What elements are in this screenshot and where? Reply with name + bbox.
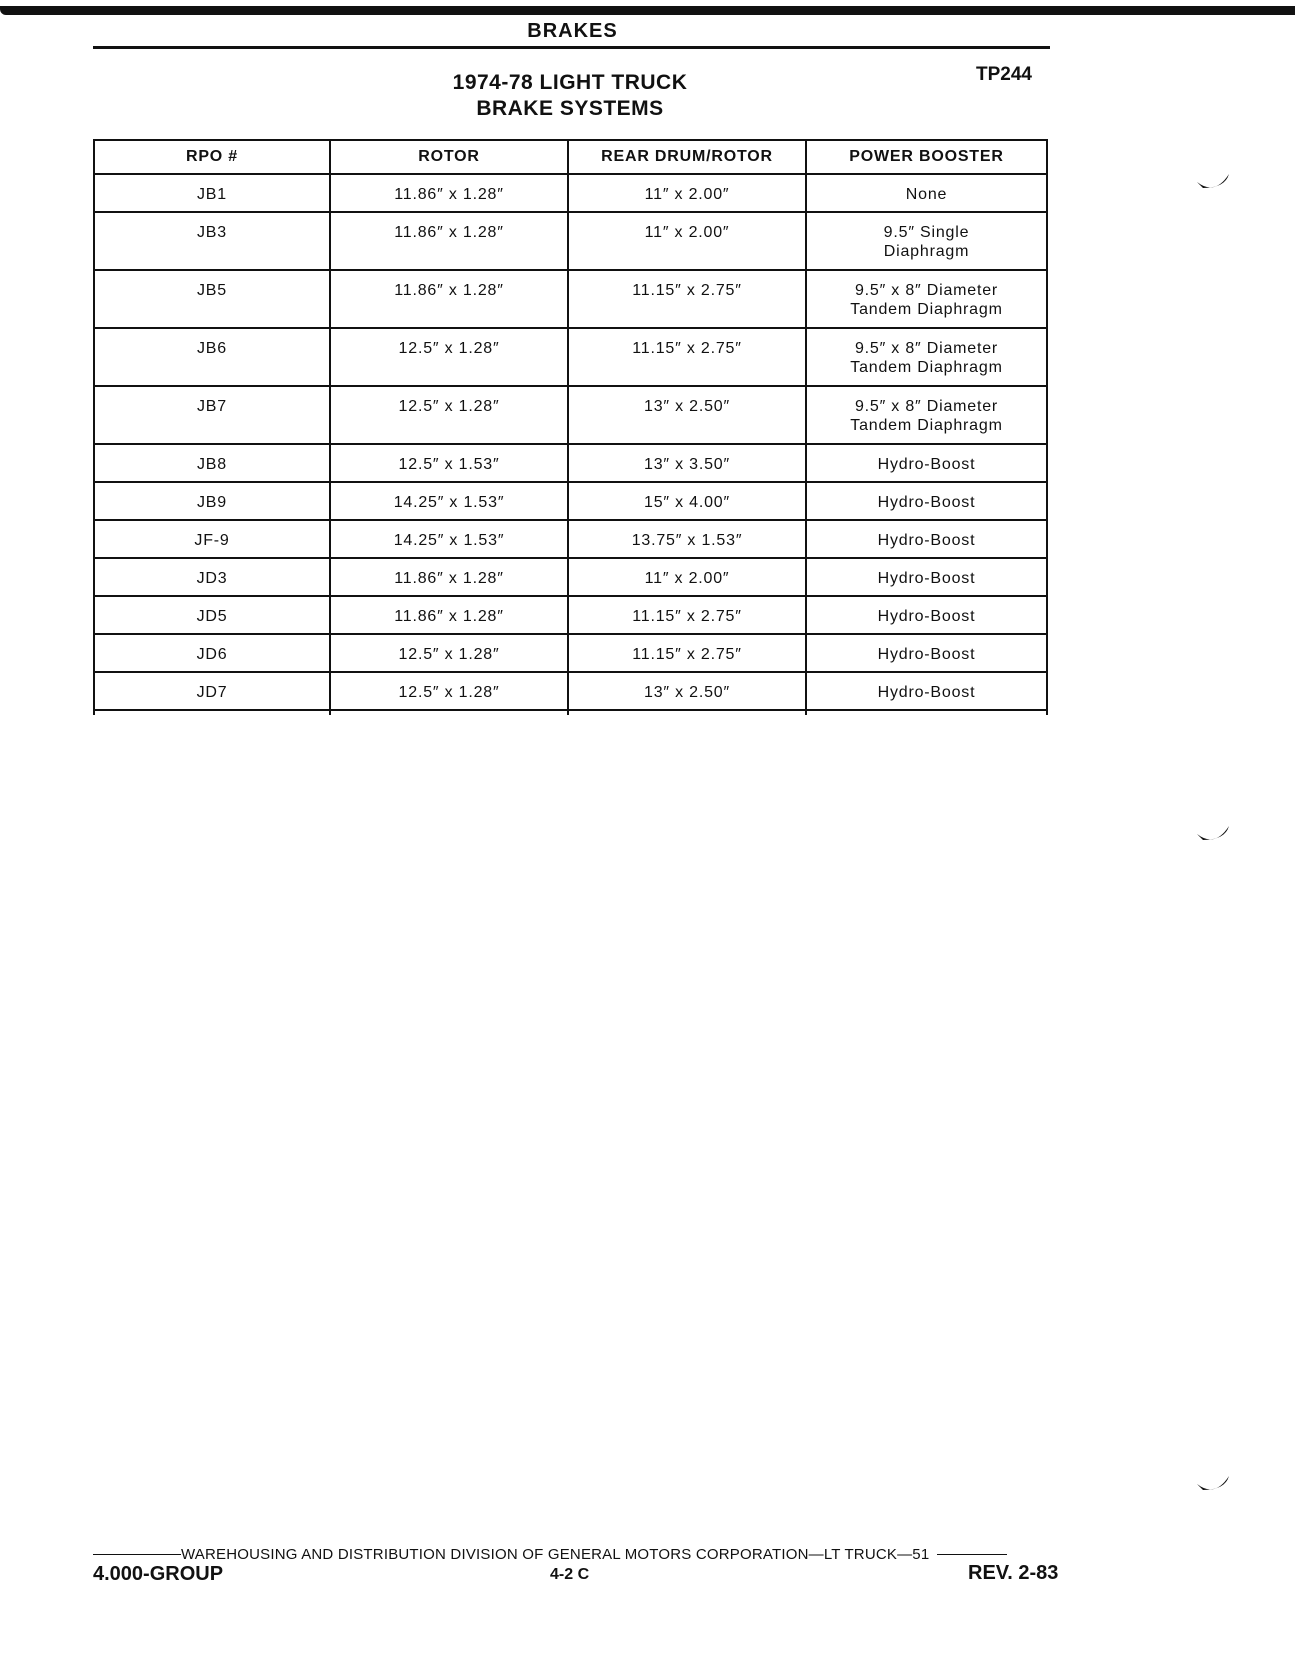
cell-rotor: 12.5″ x 1.28″ [330,634,568,672]
cell-rpo: JD3 [94,558,330,596]
page-heading-line1: 1974-78 LIGHT TRUCK [452,71,688,94]
footer-publisher-text: WAREHOUSING AND DISTRIBUTION DIVISION OF GENERAL MOTORS CORPORATION—LT TRUCK—51 [181,1546,930,1563]
cell-rear-drum-rotor: 11.15″ x 2.75″ [568,596,806,634]
cell-power-booster-line: Diaphragm [883,243,970,260]
table-row [94,270,1047,328]
rule-stub [94,710,330,715]
binder-hole-mark-bottom [1195,1462,1235,1502]
cell-rotor: 12.5″ x 1.28″ [330,328,568,386]
table-row [94,634,1047,672]
page-heading [420,70,720,122]
cell-rotor: 12.5″ x 1.28″ [330,672,568,710]
cell-power-booster-line: 9.5″ Single [883,224,970,241]
table-row [94,444,1047,482]
footer-rule-right [937,1554,1007,1555]
footer-page-number: 4-2 C [550,1566,590,1583]
top-edge-band [0,6,1295,15]
rule-stub [330,710,568,715]
cell-rpo: JD5 [94,596,330,634]
cell-rear-drum-rotor: 15″ x 4.00″ [568,482,806,520]
column-header-rotor: ROTOR [330,140,568,174]
cell-power-booster [806,328,1047,386]
cell-rear-drum-rotor: 13″ x 2.50″ [568,672,806,710]
cell-rpo: JD6 [94,634,330,672]
cell-rotor: 11.86″ x 1.28″ [330,596,568,634]
footer-rule-left [93,1554,181,1555]
cell-rpo: JB3 [94,212,330,270]
table-row [94,672,1047,710]
cell-rear-drum-rotor: 11.15″ x 2.75″ [568,634,806,672]
cell-power-booster [806,212,1047,270]
cell-power-booster-line: Hydro-Boost [877,646,976,663]
cell-rear-drum-rotor: 11″ x 2.00″ [568,174,806,212]
cell-rear-drum-rotor: 13.75″ x 1.53″ [568,520,806,558]
cell-rotor: 14.25″ x 1.53″ [330,482,568,520]
table-row [94,174,1047,212]
section-rule [93,46,1050,49]
footer-publisher-line [93,1546,1065,1563]
table-tail-rule-stubs [94,710,1047,715]
cell-power-booster-line: Hydro-Boost [877,608,976,625]
cell-rpo: JB6 [94,328,330,386]
cell-rear-drum-rotor: 13″ x 2.50″ [568,386,806,444]
cell-rotor: 12.5″ x 1.28″ [330,386,568,444]
cell-rotor: 12.5″ x 1.53″ [330,444,568,482]
table-row [94,520,1047,558]
column-header-rpo: RPO # [94,140,330,174]
cell-power-booster [806,444,1047,482]
section-title: BRAKES [527,20,618,42]
cell-power-booster [806,520,1047,558]
cell-rear-drum-rotor: 11.15″ x 2.75″ [568,270,806,328]
rule-stub [806,710,1047,715]
cell-rotor: 11.86″ x 1.28″ [330,270,568,328]
table-row [94,328,1047,386]
cell-power-booster [806,174,1047,212]
cell-rotor: 11.86″ x 1.28″ [330,212,568,270]
table-row [94,482,1047,520]
footer-group: 4.000-GROUP [93,1563,224,1585]
table-row [94,558,1047,596]
cell-power-booster-line: 9.5″ x 8″ Diameter [854,398,999,415]
cell-rpo: JF-9 [94,520,330,558]
table-header-row [94,140,1047,174]
cell-power-booster-line: Tandem Diaphragm [850,417,1003,434]
cell-power-booster-line: Hydro-Boost [877,570,976,587]
cell-power-booster [806,558,1047,596]
cell-power-booster-line: Tandem Diaphragm [850,301,1003,318]
cell-rotor: 14.25″ x 1.53″ [330,520,568,558]
binder-hole-mark-middle [1195,812,1235,852]
column-header-rear-drum-rotor: REAR DRUM/ROTOR [568,140,806,174]
binder-hole-mark-top [1195,160,1235,200]
table-row [94,386,1047,444]
cell-power-booster [806,634,1047,672]
cell-rotor: 11.86″ x 1.28″ [330,174,568,212]
cell-power-booster [806,596,1047,634]
cell-power-booster [806,672,1047,710]
document-code: TP244 [976,64,1032,85]
rule-stub [568,710,806,715]
cell-rpo: JB5 [94,270,330,328]
cell-rear-drum-rotor: 11″ x 2.00″ [568,558,806,596]
cell-rear-drum-rotor: 13″ x 3.50″ [568,444,806,482]
cell-rpo: JB9 [94,482,330,520]
cell-rpo: JB8 [94,444,330,482]
table-row [94,596,1047,634]
cell-rpo: JB1 [94,174,330,212]
cell-power-booster [806,386,1047,444]
cell-power-booster-line: Tandem Diaphragm [850,359,1003,376]
brake-systems-table [93,139,1048,715]
column-header-power-booster: POWER BOOSTER [806,140,1047,174]
table-row [94,212,1047,270]
cell-rotor: 11.86″ x 1.28″ [330,558,568,596]
page-heading-line2: BRAKE SYSTEMS [476,97,664,120]
cell-rpo: JD7 [94,672,330,710]
footer-revision: REV. 2-83 [968,1562,1059,1584]
cell-power-booster [806,482,1047,520]
cell-rear-drum-rotor: 11.15″ x 2.75″ [568,328,806,386]
cell-power-booster [806,270,1047,328]
cell-power-booster-line: Hydro-Boost [877,684,976,701]
cell-power-booster-line: Hydro-Boost [877,532,976,549]
cell-power-booster-line: 9.5″ x 8″ Diameter [854,282,999,299]
cell-power-booster-line: Hydro-Boost [877,456,976,473]
cell-power-booster-line: 9.5″ x 8″ Diameter [854,340,999,357]
cell-power-booster-line: Hydro-Boost [877,494,976,511]
cell-power-booster-line: None [905,186,948,203]
cell-rpo: JB7 [94,386,330,444]
cell-rear-drum-rotor: 11″ x 2.00″ [568,212,806,270]
